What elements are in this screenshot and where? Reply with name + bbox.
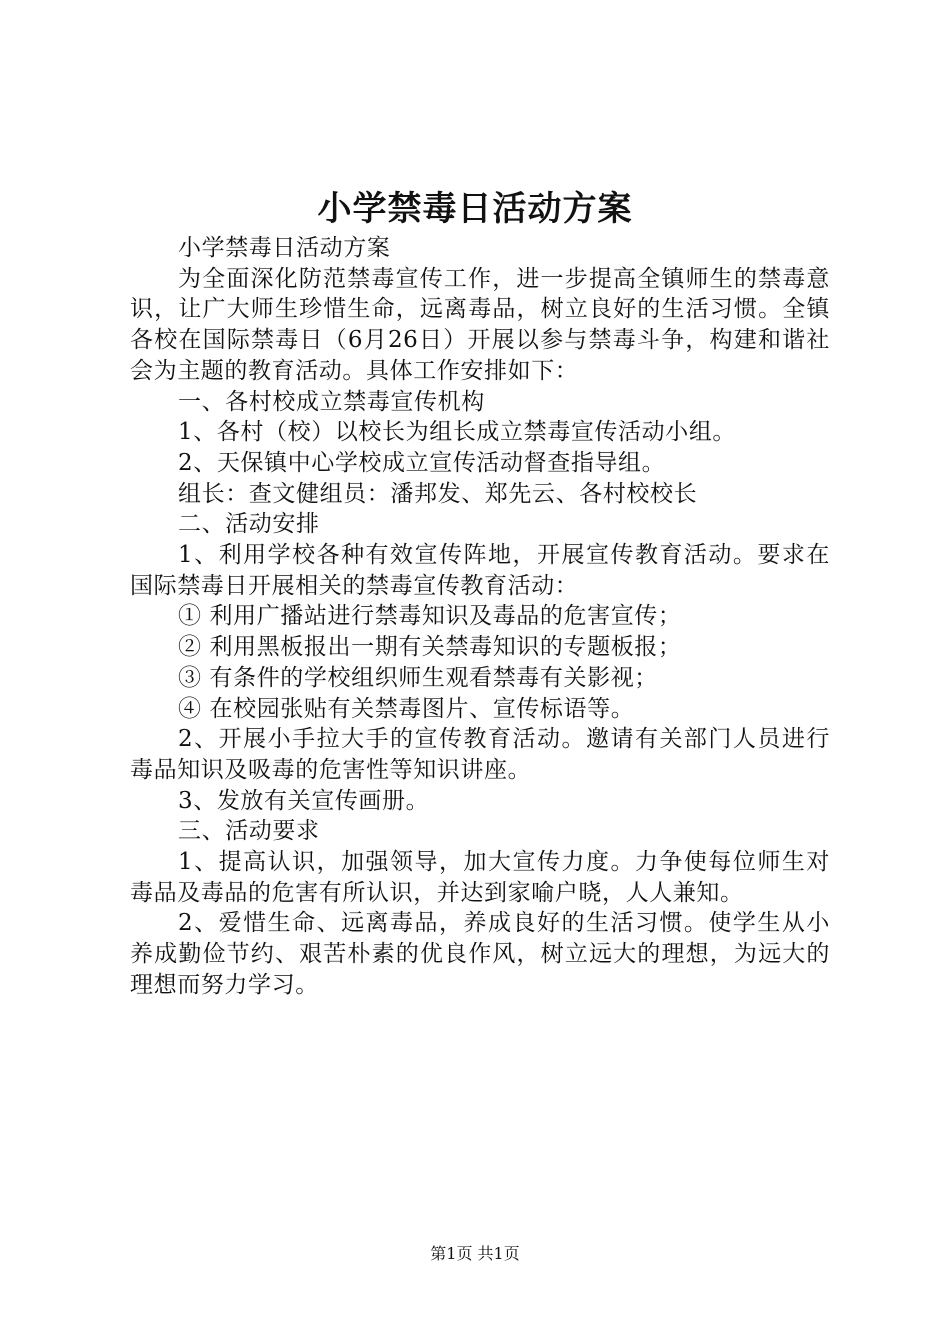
page-number-footer: 第1页 共1页: [430, 1244, 520, 1263]
paragraph: 1、提高认识，加强领导，加大宣传力度。力争使每位师生对毒品及毒品的危害有所认识，并达到家喻户晓，人人兼知。: [130, 849, 830, 906]
paragraph: 1、利用学校各种有效宣传阵地，开展宣传教育活动。要求在国际禁毒日开展相关的禁毒宣传教育活动：: [130, 542, 830, 599]
list-item: ① 利用广播站进行禁毒知识及毒品的危害宣传；: [178, 603, 682, 630]
document-body: [130, 233, 830, 1001]
section-heading-requirements: 三、活动要求: [178, 818, 320, 845]
section-heading-organization: 一、各村校成立禁毒宣传机构: [178, 388, 485, 415]
paragraph: 3、发放有关宣传画册。: [178, 787, 430, 814]
section-heading-arrangement: 二、活动安排: [178, 511, 320, 538]
paragraph-subtitle: 小学禁毒日活动方案: [178, 235, 391, 261]
document-title: 小学禁毒日活动方案: [317, 189, 633, 229]
paragraph: 2、天保镇中心学校成立宣传活动督查指导组。: [178, 449, 666, 476]
list-item: ③ 有条件的学校组织师生观看禁毒有关影视；: [178, 664, 658, 691]
list-item: ④ 在校园张贴有关禁毒图片、宣传标语等。: [178, 695, 635, 722]
list-item: ② 利用黑板报出一期有关禁毒知识的专题板报；: [178, 634, 682, 661]
paragraph: 2、开展小手拉大手的宣传教育活动。邀请有关部门人员进行毒品知识及吸毒的危害性等知识讲座。: [130, 726, 830, 783]
paragraph: 2、爱惜生命、远离毒品，养成良好的生活习惯。使学生从小养成勤俭节约、艰苦朴素的优良作风，树立远大的理想，为远大的理想而努力学习。: [130, 910, 830, 998]
paragraph: 1、各村（校）以校长为组长成立禁毒宣传活动小组。: [178, 419, 737, 446]
paragraph-team-members: 组长：查文健组员：潘邦发、郑先云、各村校校长: [178, 480, 698, 507]
paragraph-intro: 为全面深化防范禁毒宣传工作，进一步提高全镇师生的禁毒意识，让广大师生珍惜生命，远离毒品，树立良好的生活习惯。全镇各校在国际禁毒日（6月26日）开展以参与禁毒斗争，构建和谐社会为主题的教育活动。具体工作安排如下：: [130, 265, 830, 384]
